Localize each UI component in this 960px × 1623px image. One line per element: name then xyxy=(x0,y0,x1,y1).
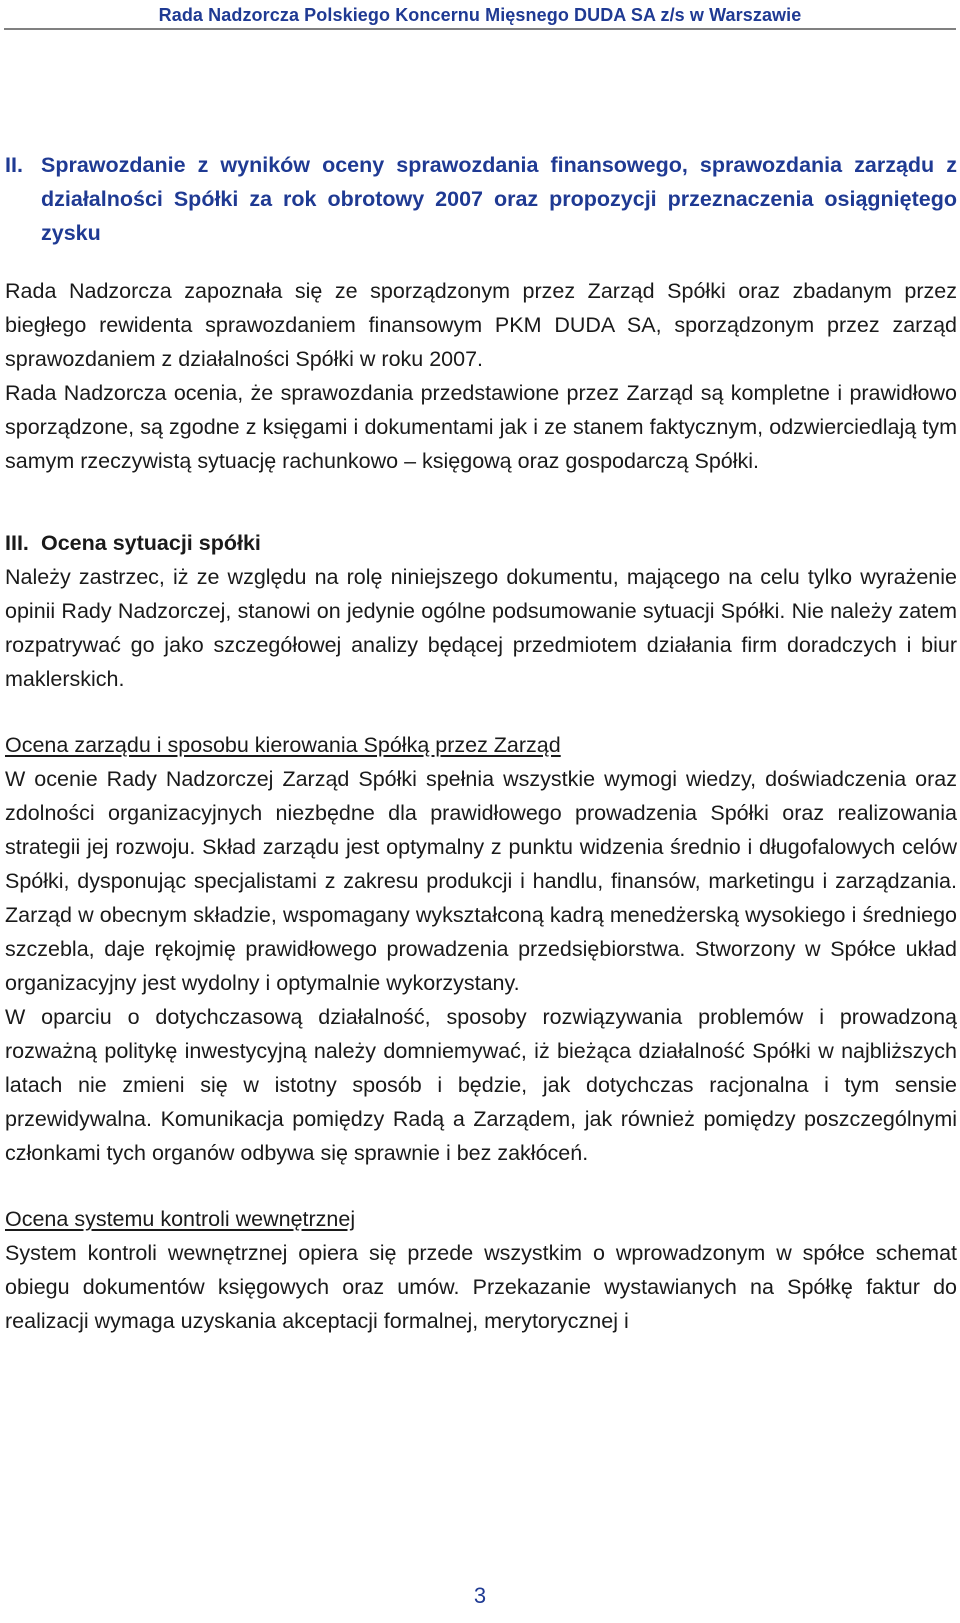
paragraph: Rada Nadzorcza zapoznała się ze sporządzonym przez Zarząd Spółki oraz zbadanym przez biegłego rewidenta sprawozdaniem finansowym PKM DUDA SA, sporządzonym przez zarząd sprawozdaniem z działalności Spółki w roku 2007. xyxy=(5,279,957,371)
section-3-heading xyxy=(5,526,957,560)
section-2-number: II. xyxy=(5,153,23,177)
header-divider xyxy=(4,28,956,30)
paragraph: System kontroli wewnętrznej opiera się przede wszystkim o wprowadzonym w spółce schemat obiegu dokumentów księgowych oraz umów. Przekazanie wystawianych na Spółkę faktur do realizacji wymaga uzyskania akceptacji formalnej, merytorycznej i xyxy=(5,1241,957,1333)
paragraph: Rada Nadzorcza ocenia, że sprawozdania przedstawione przez Zarząd są kompletne i prawidłowo sporządzone, są zgodne z księgami i dokumentami jak i ze stanem faktycznym, odzwierciedlają tym samym rzeczywistą sytuację rachunkowo – księgową oraz gospodarczą Spółki. xyxy=(5,381,957,473)
paragraph: W ocenie Rady Nadzorczej Zarząd Spółki spełnia wszystkie wymogi wiedzy, doświadczenia oraz zdolności organizacyjnych niezbędne dla prawidłowego prowadzenia Spółki oraz realizowania strategii jej rozwoju. Skład zarządu jest optymalny z punktu widzenia średnio i długofalowych celów Spółki, dysponując specjalistami z zakresu produkcji i handlu, finansów, marketingu i zarządzania. Zarząd w obecnym składzie, wspomagany wykształconą kadrą menedżerską wysokiego i średniego szczebla, daje rękojmię prawidłowego prowadzenia przedsiębiorstwa. Stworzony w Spółce układ organizacyjny jest wydolny i optymalnie wykorzystany. xyxy=(5,767,957,995)
subsection-heading-management: Ocena zarządu i sposobu kierowania Spółką przez Zarząd xyxy=(5,733,561,757)
page-number: 3 xyxy=(473,1583,487,1608)
document-body xyxy=(5,148,957,1338)
page-header xyxy=(0,0,960,30)
header-title: Rada Nadzorcza Polskiego Koncernu Mięsnego DUDA SA z/s w Warszawie xyxy=(158,5,802,25)
section-2-heading xyxy=(5,148,957,250)
paragraph: Należy zastrzec, iż ze względu na rolę niniejszego dokumentu, mającego na celu tylko wyrażenie opinii Rady Nadzorczej, stanowi on jedynie ogólne podsumowanie sytuacji Spółki. Nie należy zatem rozpatrywać go jako szczegółowej analizy będącej przedmiotem działania firm doradczych i biur maklerskich. xyxy=(5,565,957,691)
section-3-title: Ocena sytuacji spółki xyxy=(41,531,261,555)
section-3-number: III. xyxy=(5,531,29,555)
section-2-title: Sprawozdanie z wyników oceny sprawozdania finansowego, sprawozdania zarządu z działalności Spółki za rok obrotowy 2007 oraz propozycji przeznaczenia osiągniętego zysku xyxy=(41,153,957,245)
paragraph: W oparciu o dotychczasową działalność, sposoby rozwiązywania problemów i prowadzoną rozważną politykę inwestycyjną należy domniemywać, iż bieżąca działalność Spółki w najbliższych latach nie zmieni się w istotny sposób i będzie, jak dotychczas racjonalna i tym sensie przewidywalna. Komunikacja pomiędzy Radą a Zarządem, jak również pomiędzy poszczególnymi członkami tych organów odbywa się sprawnie i bez zakłóceń. xyxy=(5,1005,957,1165)
subsection-heading-control: Ocena systemu kontroli wewnętrznej xyxy=(5,1207,356,1231)
